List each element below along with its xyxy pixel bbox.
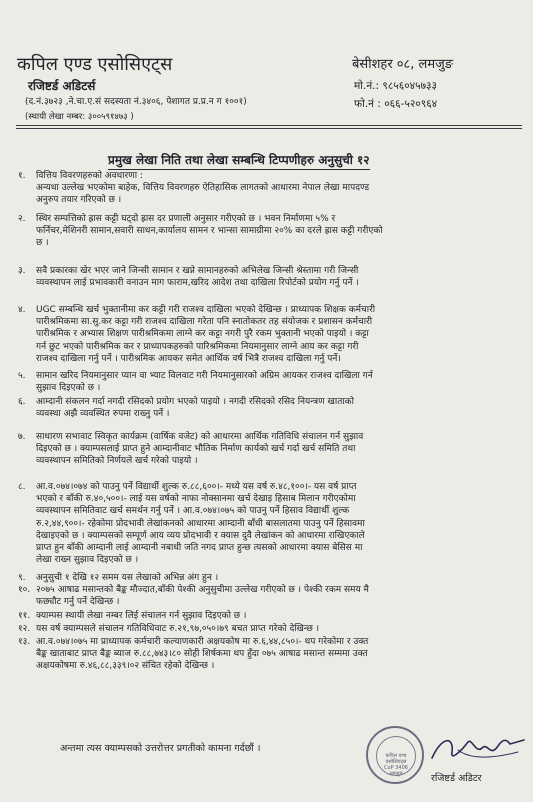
note-line: गर्न छुट भएको पारीश्रमिक कर र प्राध्यापकहरुको पारिश्रमिकमा नियमानुसार लाग्ने आय कर कट्टा गरी — [36, 341, 359, 352]
note-line: UGC सम्बन्धि खर्च भुक्तानीमा कर कट्टी गरी राजश्व दाखिला भएको देखिन्छ । प्राध्यापक शिक्षक कर्मचारी — [36, 305, 376, 315]
document-title: प्रमुख लेखा निति तथा लेखा सम्बन्धि टिप्पणीहरु अनुसुची १२ — [108, 153, 370, 170]
note-number: १२. — [18, 624, 31, 634]
note-number: १. — [18, 171, 26, 181]
note-line: अनुरुप तयार गरिएको छ । — [36, 195, 122, 206]
letterhead-divider — [16, 125, 522, 126]
registration-details: (द.नं.३७२३ ,ने.चा.ए.सं सदस्यता नं.३४०६, पेशागत प्र.प्र.न ग १००१) — [25, 97, 247, 107]
note-number: ६. — [18, 397, 26, 407]
note-line: व्यवस्थापन समितिवाट खर्च समर्थन गर्नु पर्ने । आ.व.०७४।०७५ को पाउनु पर्ने हिसाव विद्यार्थी शुल्क — [36, 506, 350, 517]
note-line: वित्तिय विवरणहरुको अवधारणा : — [36, 171, 143, 181]
note-number: ५. — [18, 371, 26, 381]
auditor-signature — [428, 728, 528, 768]
note-line: व्यवस्था अझै व्यवस्थित रुपमा राख्नु पर्ने । — [36, 409, 170, 420]
note-line: सवै प्रकारका खेर भएर जाने जिन्सी सामान र खप्ने सामानहरुको अभिलेख जिन्सी श्रेस्तामा गरी जिन्सी — [36, 266, 359, 276]
note-number: २. — [18, 214, 26, 224]
note-line: २०७५ आषाढ मसान्तको बैङ्क मौज्दात,बाँकी पेश्की अनुसुचीमा उल्लेख गरीएको छ । पेश्की रकम समय मै — [36, 585, 369, 595]
note-line: अनुसुची १ देखि १२ समम यस लेखाको अभिन्न अंग हुन । — [36, 573, 219, 583]
note-number: १०. — [18, 585, 31, 595]
note-number: ९. — [18, 573, 26, 583]
note-line: दिइएको छ । क्याम्पसलाई प्राप्त हुने आम्दानीवाट भौतिक निर्माण कार्यको खर्च गर्दा खर्च समिति तथा — [36, 444, 356, 455]
seal-text-line: कपिल एण्ड एसोसिएट्स — [385, 753, 407, 765]
note-line: भएको र बाँकी रु.४०,५००।- लाई यस वर्षको नाफा नोक्सानमा खर्च देखाइ हिसाब मिलान गरीएकोमा — [36, 494, 356, 505]
note-line: आ.व.०७४।०७४ को पाउनु पर्ने विद्यार्थी शुल्क रु.८८,६००।- मध्ये यस वर्ष रु.४८,१००।- यस वर्ष प्राप्त — [36, 482, 357, 492]
note-line: क्याम्पस स्थायी लेखा नम्बर लिई संचालन गर्न सुझाव दिइएको छ । — [36, 611, 247, 621]
note-line: फर्निचर,मेशिनरी सामान,सवारी साधन,कार्यालय सामन र भान्सा सामाग्रीमा २०% का दरले ह्रास कट्टी गरीएको — [36, 226, 383, 237]
note-line: अक्षयकोषमा रु.४६,८८,३३९।०२ संचित रहेको देखिन्छ । — [36, 661, 215, 672]
account-number: (स्थायी लेखा नम्बर: ३००५९१४७३ ) — [25, 112, 134, 122]
note-number: ७. — [18, 432, 26, 442]
firm-name: कपिल एण्ड एसोसिएट्स — [17, 54, 173, 75]
note-number: ४. — [18, 305, 26, 315]
note-line: सामान खरिद नियमानुसार प्यान वा भ्याट विलवाट गरी नियमानुसारको अग्रिम आयकर राजश्व दाखिला गर्न — [36, 371, 373, 381]
note-number: ११. — [18, 611, 31, 621]
note-line: यस वर्ष क्याम्पसले संचालन गतिविधिवाट रु.२१,९७,०५०।७९ बचत प्राप्त गरेको देखिन्छ । — [36, 624, 320, 634]
firm-seal-inner-ring — [376, 736, 416, 776]
note-line: छ । — [36, 238, 49, 249]
note-line: साधारण सभावाट स्विकृत कार्यक्रम (वार्षिक वजेट) को आधारमा आर्थिक गतिविधि संचालन गर्न सुझाव — [36, 432, 364, 442]
note-line: पारीश्रमिकमा सा.सु.कर कट्टा गरी राजश्व दाखिला गरेता पनि स्नातोकतर तह संयोजक र प्रशासन कर्मचारी — [36, 317, 373, 328]
note-line: बैङ्क खाताबाट प्राप्त बैङ्क ब्याज रु.८८,७४३।८० सोही शिर्षकमा थप हुँदा ०७५ आषाढ मसान्त सम्ममा उक्त — [36, 649, 368, 660]
letterhead-divider-secondary — [16, 128, 522, 129]
note-line: राजश्व दाखिला गर्नु पर्ने । पारीश्रमिक आयकर समेत आर्थिक वर्ष भित्रै राजश्व दाखिला गर्नु पर्ने। — [36, 353, 341, 364]
note-line: पारीश्रमिक र अभ्यास शिक्षण पारीश्रमिकमा लाग्ने कर कट्टा नगरी पुरै रकम भुक्तानी भएको पाइयो । कट्टा — [36, 329, 369, 340]
firm-designation: रजिष्टर्ड अडिटर्स — [28, 79, 96, 93]
closing-remark: अन्तमा त्यस क्याम्पसको उत्तरोत्तर प्रगतीको कामना गर्दछौं । — [60, 743, 261, 754]
firm-seal-text — [377, 753, 415, 777]
seal-text-line: लमजुङ — [389, 771, 403, 777]
note-line: प्राप्त हुन बाँकी आम्दानी लाई आम्दानी नबाधी जति नगद प्राप्त हुन्छ त्यसको आधारमा क्यास बेसिस मा — [36, 543, 363, 553]
note-line: सुझाव दिइएको छ । — [36, 383, 101, 394]
note-line: व्यवस्थापन समितिको निर्णयले खर्च गरेको पाइयो । — [36, 456, 198, 467]
note-line: व्यवस्थापन लाई प्रभावकारी वनाउन माग फाराम,खरिद आदेश तथा दाखिला रिपोर्टको प्रयोग गर्नु पर्ने । — [36, 278, 359, 289]
seal-text-line: CoP 3406 — [384, 765, 408, 771]
mobile-number: मो.नं.: ९८५६०४५७३३ — [354, 80, 437, 92]
firm-address: बेसीशहर ०८, लमजुङ — [352, 57, 454, 72]
phone-number: फो.नं : ०६६-५२०९६४ — [354, 98, 438, 110]
note-number: ३. — [18, 266, 26, 276]
note-line: आम्दानी संकलन गर्दा नगदी रसिदको प्रयोग भएको पाइयो । नगदी रसिदको रसिद नियन्त्रण खाताको — [36, 397, 354, 407]
note-line: लेखा राख्न सुझाव दिइएको छ । — [36, 555, 139, 566]
note-number: ८. — [18, 482, 26, 492]
firm-seal-stamp — [366, 726, 424, 784]
signatory-designation: रजिष्टर्ड अडिटर — [431, 773, 482, 784]
note-line: आ.व.०७४।०७५ मा प्राध्यापक कर्मचारी कल्याणकारी अक्षयकोष मा रु.६,४४,८५०।- थप गरेकोमा र उक्त — [36, 637, 369, 647]
note-line: स्थिर सम्पत्तिको ह्रास कट्टी घट्दो ह्रास दर प्रणाली अनुसार गरीएको छ । भवन निर्माणमा ५% र — [36, 214, 336, 224]
note-number: १३. — [18, 637, 31, 647]
note-line: देखाइएको छ । क्याम्पसको सम्पूर्ण आय व्यय प्रोदभावी र क्यास दुवै लेखांकन को आधारमा राखिएकाले — [36, 530, 365, 541]
note-line: फछ्यौट गर्नु पर्ने देखिन्छ । — [36, 597, 120, 608]
note-line: रु.२,४४,९००।- रहेकोमा प्रोदभावी लेखांकनको आधारमा आम्दानी बाँधी बासलातमा पाउनु पर्ने हिसावमा — [36, 518, 365, 529]
note-line: अन्यथा उल्लेख भएकोमा बाहेक, वित्तिय विवरणहरु ऐतिहासिक लागतको आधारमा नेपाल लेखा मापदण्ड — [36, 183, 370, 194]
